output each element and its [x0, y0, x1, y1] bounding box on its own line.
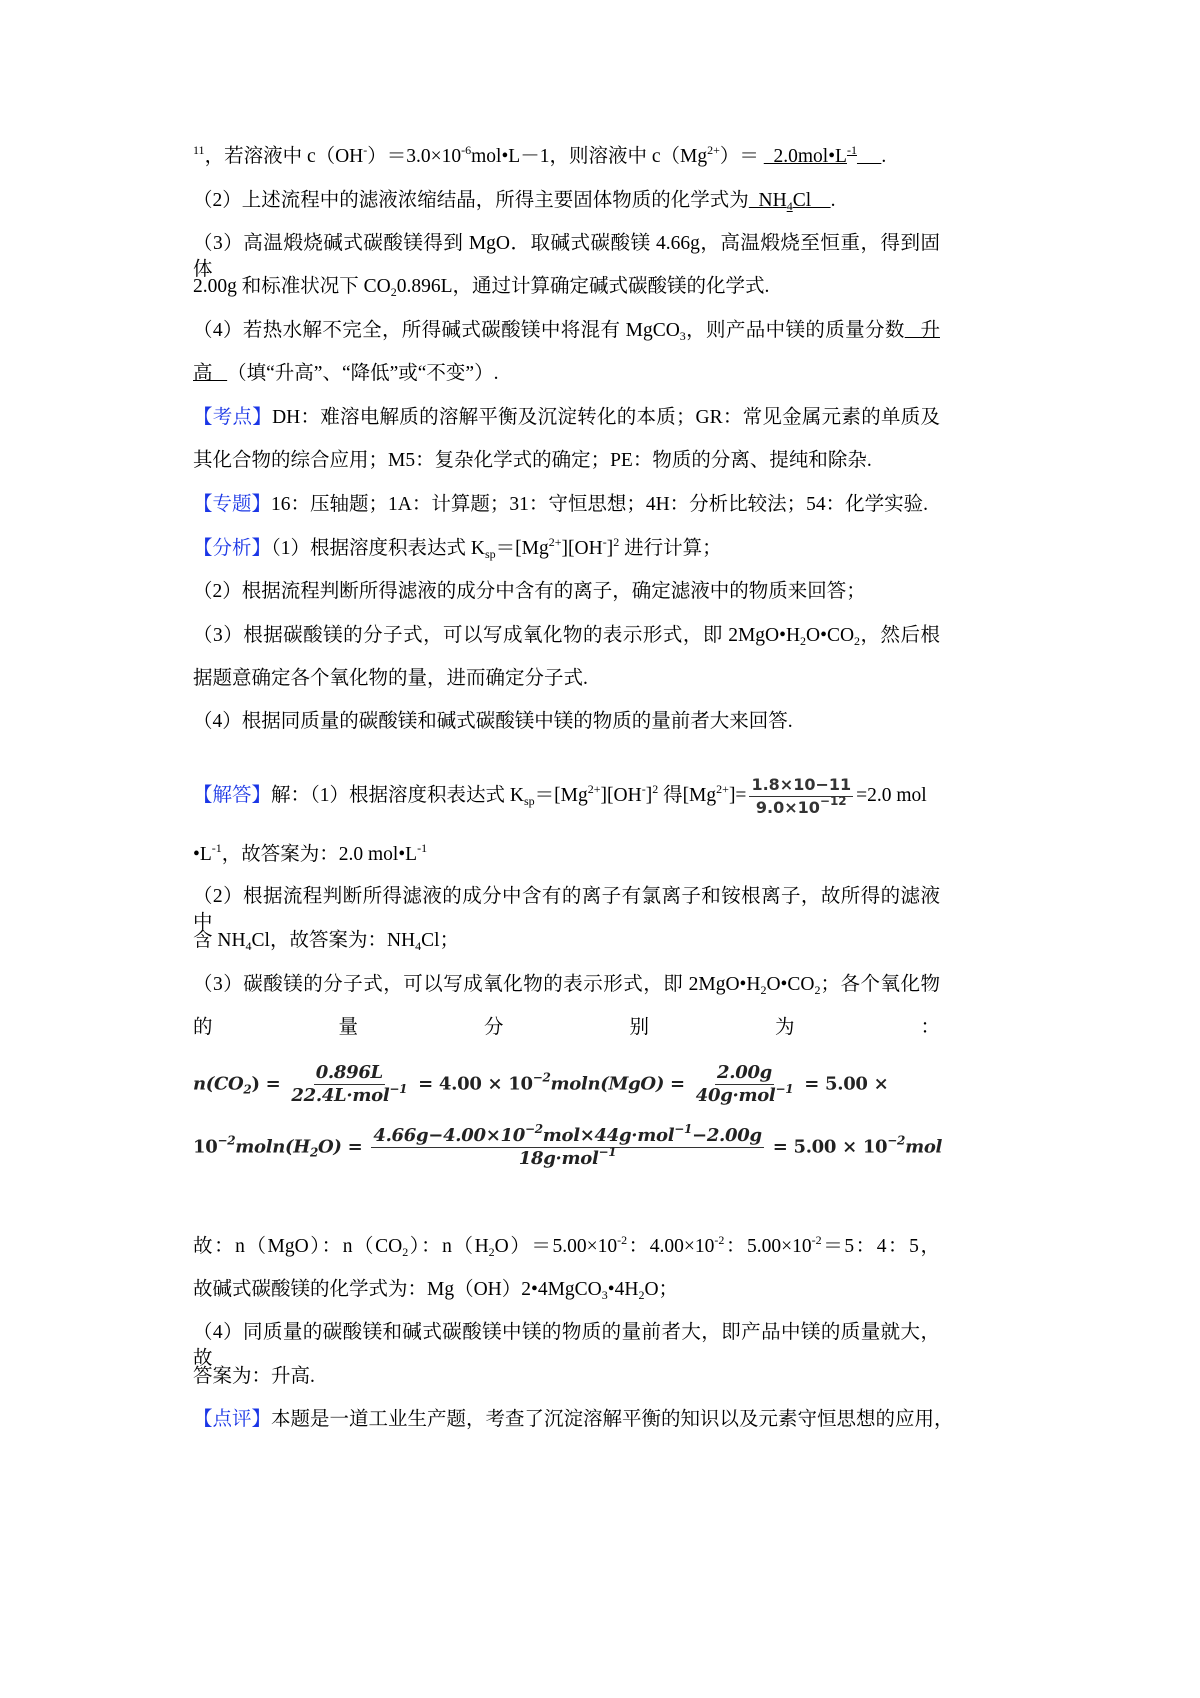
subscript: sp	[523, 793, 535, 808]
text-run: （2）上述流程中的滤液浓缩结晶，所得主要固体物质的化学式为	[193, 190, 749, 211]
text-run: 0.896L，通过计算确定碱式碳酸镁的化学式.	[396, 276, 770, 297]
superscript: −2	[887, 1133, 906, 1148]
text-run: ]	[606, 538, 614, 559]
answer-blank: 高	[193, 363, 228, 384]
text-run: O；	[644, 1279, 679, 1300]
text-run: （4）根据同质量的碳酸镁和碱式碳酸镁中镁的物质的量前者大来回答.	[193, 711, 793, 732]
text-run: DH：难溶电解质的溶解平衡及沉淀转化的本质；GR：常见金属元素的单质及	[272, 407, 940, 428]
text-run: =	[341, 1136, 369, 1158]
answer-blank: NH	[748, 190, 787, 211]
text-run: 其化合物的综合应用；M5：复杂化学式的确定；PE：物质的分离、提纯和除杂.	[193, 450, 872, 471]
text-run: mol	[905, 1136, 943, 1158]
section-label: 【专题】	[193, 494, 272, 515]
text-run: 40g·mol	[695, 1085, 776, 1106]
text-run: Cl；	[421, 930, 460, 951]
text-run: 据题意确定各个氧化物的量，进而确定分子式.	[193, 668, 588, 689]
superscript: -2	[617, 1233, 628, 1247]
subscript: 2	[814, 983, 821, 997]
text-run: （4）若热水解不完全，所得碱式碳酸镁中将混有 MgCO	[193, 320, 680, 341]
text-line	[193, 928, 940, 954]
text-run: ＝[Mg	[534, 784, 588, 806]
text-run: Cl，故答案为：NH	[251, 930, 416, 951]
superscript: -2	[811, 1233, 822, 1247]
subscript: 2	[488, 1245, 495, 1259]
text-run: ，若溶液中 c（OH	[204, 146, 364, 167]
text-run: ）：n（H	[408, 1236, 489, 1257]
text-run: =2.0 mol	[856, 784, 927, 806]
answer-blank: Cl	[792, 190, 831, 211]
text-run: O)	[318, 1136, 342, 1158]
text-run: ，则产品中镁的质量分数	[685, 320, 905, 341]
text-run: （2）根据流程判断所得滤液的成分中含有的离子，确定滤液中的物质来回答；	[193, 581, 866, 602]
text-run: 2.00g	[717, 1062, 772, 1083]
text-run: ＝5：4：5，	[821, 1236, 940, 1257]
fraction	[289, 1062, 409, 1107]
text-line	[193, 361, 940, 387]
answer-blank-superscript: -1	[846, 143, 857, 157]
subscript: 2	[760, 983, 767, 997]
superscript: -	[602, 535, 607, 549]
text-line	[193, 579, 940, 605]
superscript: −1	[389, 1082, 408, 1096]
section-label: 【点评】	[193, 1409, 272, 1430]
text-run: ）＝	[719, 146, 764, 167]
text-line	[193, 1015, 940, 1041]
text-run: 2.00g 和标准状况下 CO	[193, 276, 391, 297]
text-run: （3）高温煅烧碱式碳酸镁得到 MgO．取碱式碳酸镁 4.66g，高温煅烧至恒重，得到固体	[193, 233, 940, 280]
text-line	[193, 972, 940, 998]
superscript: -6	[461, 143, 472, 157]
answer-blank	[857, 146, 881, 167]
text-line	[193, 842, 940, 868]
superscript: −1	[598, 1145, 617, 1159]
text-run: moln(MgO)	[550, 1073, 665, 1095]
text-run: ]	[645, 784, 653, 806]
text-line	[193, 623, 940, 649]
text-run: ，故答案为：2.0 mol•L	[221, 844, 418, 865]
superscript: -	[641, 781, 646, 796]
subscript: 2	[402, 1245, 409, 1259]
text-line	[193, 1234, 940, 1260]
text-run: （填“升高”、“降低”或“不变”）.	[227, 363, 499, 384]
text-run: ，然后根	[860, 625, 940, 646]
text-run: .	[881, 146, 887, 167]
superscript: 2+	[707, 143, 720, 157]
fraction	[694, 1062, 796, 1107]
text-run: 10	[193, 1136, 218, 1158]
text-run: ) =	[251, 1073, 287, 1095]
subscript: 4	[245, 939, 252, 953]
text-run: .	[830, 190, 836, 211]
superscript: −2	[524, 1122, 543, 1136]
superscript: -1	[211, 841, 222, 855]
text-run: 1.8×10−11	[751, 775, 852, 794]
section-label: 【考点】	[193, 407, 273, 428]
superscript: 2+	[548, 535, 562, 549]
text-run: ）＝3.0×10	[367, 146, 462, 167]
text-run: 0.896L	[315, 1062, 383, 1083]
text-run: ＝[Mg	[495, 538, 549, 559]
subscript: 3	[679, 329, 686, 343]
fraction-numerator	[715, 1062, 774, 1085]
text-run: （3）根据碳酸镁的分子式，可以写成氧化物的表示形式，即 2MgO•H	[193, 625, 801, 646]
superscript: 2+	[587, 781, 601, 796]
text-run: （3）碳酸镁的分子式，可以写成氧化物的表示形式，即 2MgO•H	[193, 974, 761, 995]
answer-blank: 升	[904, 320, 940, 341]
superscript: −2	[532, 1070, 551, 1085]
superscript: 2+	[716, 781, 729, 796]
subscript: 2	[390, 285, 397, 299]
text-line	[193, 274, 940, 300]
text-run: O）＝5.00×10	[494, 1236, 618, 1257]
subscript: 2	[243, 1082, 252, 1097]
text-run: ；各个氧化物	[820, 974, 940, 995]
superscript: -2	[714, 1233, 725, 1247]
text-run: 18g·mol	[518, 1148, 599, 1169]
math-equation-line	[193, 1062, 940, 1107]
text-run: 16：压轴题；1A：计算题；31：守恒思想；4H：分析比较法；54：化学实验.	[271, 494, 929, 515]
answer-blank: 2.0mol•L	[763, 146, 847, 167]
math-equation-line	[193, 1122, 943, 1170]
text-run: 故：n（MgO）：n（CO	[193, 1236, 403, 1257]
text-run: （1）根据溶度积表达式 K	[271, 538, 485, 559]
text-run: 答案为：升高.	[193, 1366, 315, 1387]
text-run: 解：（1）根据溶度积表达式 K	[271, 784, 524, 806]
text-run: =	[664, 1073, 691, 1095]
superscript: −2	[217, 1133, 236, 1148]
fraction-denominator	[754, 794, 849, 819]
text-run: mol×44g·mol	[542, 1125, 675, 1146]
fraction-denominator	[517, 1145, 619, 1170]
section-dianping	[193, 1407, 954, 1433]
superscript: 2	[652, 781, 659, 796]
text-line	[193, 666, 940, 692]
text-run: •4H	[607, 1279, 639, 1300]
superscript: −1	[674, 1122, 693, 1136]
subscript: 2	[854, 634, 861, 648]
superscript: -	[363, 143, 368, 157]
text-run: 的 量 分 别 为 ：	[193, 1017, 940, 1038]
section-label: 【分析】	[193, 538, 272, 559]
text-line	[193, 884, 940, 933]
text-run: ：5.00×10	[724, 1236, 812, 1257]
text-run: ]=	[728, 784, 747, 806]
fraction-denominator	[694, 1082, 796, 1107]
section-fenxi	[193, 536, 940, 562]
text-run: n(CO	[193, 1073, 244, 1095]
text-run: mol•L－1，则溶液中 c（Mg	[471, 146, 708, 167]
subscript: 3	[601, 1288, 608, 1302]
text-line	[193, 1364, 940, 1390]
text-line	[193, 231, 940, 280]
text-run: = 5.00 × 10	[766, 1136, 888, 1158]
fraction-denominator	[289, 1082, 409, 1107]
answer-blank-subscript: 4	[786, 199, 793, 213]
text-run: ][OH	[600, 784, 642, 806]
text-line	[193, 1320, 940, 1369]
text-run: （4）同质量的碳酸镁和碱式碳酸镁中镁的物质的量前者大，即产品中镁的质量就大，故	[193, 1322, 940, 1369]
superscript: 2	[613, 535, 620, 549]
superscript: −12	[819, 794, 847, 808]
text-run: 含 NH	[193, 930, 246, 951]
section-label: 【解答】	[193, 784, 272, 806]
section-zhuanti	[193, 492, 940, 518]
text-line	[193, 1277, 940, 1303]
section-jieda	[193, 774, 940, 819]
subscript: sp	[484, 547, 496, 561]
text-run: •L	[193, 844, 212, 865]
text-run: 9.0×10	[755, 798, 820, 817]
text-run: = 4.00 × 10	[412, 1073, 533, 1095]
text-run: moln(H	[235, 1136, 310, 1158]
text-run: 故碱式碳酸镁的化学式为：Mg（OH）2•4MgCO	[193, 1279, 602, 1300]
subscript: 4	[415, 939, 422, 953]
fraction-numerator	[314, 1062, 385, 1085]
text-run: O•CO	[766, 974, 815, 995]
superscript: −1	[775, 1082, 794, 1096]
text-run: 进行计算；	[619, 538, 722, 559]
fraction	[749, 774, 853, 819]
text-run: ：4.00×10	[627, 1236, 715, 1257]
text-run: （2）根据流程判断所得滤液的成分中含有的离子有氯离子和铵根离子，故所得的滤液中	[193, 886, 940, 933]
superscript: -1	[417, 841, 428, 855]
text-run: = 5.00 ×	[798, 1073, 889, 1095]
superscript: 11	[193, 143, 205, 157]
section-kaodian	[193, 405, 940, 431]
text-line	[193, 188, 940, 214]
text-run: 得[Mg	[658, 784, 717, 806]
subscript: 2	[309, 1145, 319, 1160]
text-run: O•CO	[806, 625, 855, 646]
text-run: 22.4L·mol	[291, 1085, 390, 1106]
subscript: 2	[800, 634, 807, 648]
fraction-numerator	[371, 1122, 763, 1148]
text-line	[193, 709, 940, 735]
text-run: 4.66g−4.00×10	[373, 1125, 525, 1146]
text-line	[193, 318, 940, 344]
text-run: −2.00g	[692, 1125, 762, 1146]
fraction	[371, 1122, 763, 1170]
text-line	[193, 144, 940, 170]
text-line	[193, 448, 940, 474]
text-run: ][OH	[561, 538, 603, 559]
subscript: 2	[638, 1288, 645, 1302]
text-run: 本题是一道工业生产题，考查了沉淀溶解平衡的知识以及元素守恒思想的应用，	[271, 1409, 954, 1430]
